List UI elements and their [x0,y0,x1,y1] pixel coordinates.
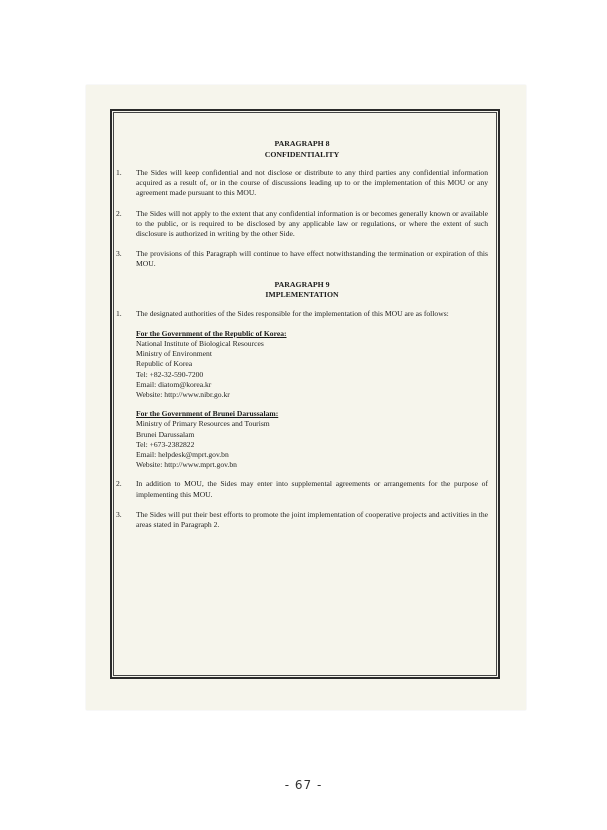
item-text: In addition to MOU, the Sides may enter into supplemental agreements or arrangements for the purpose of implementing this MOU. [136,479,488,499]
document-content [116,139,488,540]
paragraph-8-heading [116,139,488,160]
paragraph-9-item [116,479,488,499]
contact-line: Republic of Korea [136,359,193,369]
paragraph-8-item [116,168,488,199]
paragraph-9-item [116,510,488,530]
paragraph-8-item [116,249,488,269]
contact-line: Website: http://www.mprt.gov.bn [136,460,237,470]
paragraph-8-item [116,209,488,240]
paragraph-8-title: PARAGRAPH 8 [274,139,330,148]
contact-line: Brunei Darussalam [136,429,195,439]
paragraph-9-title: PARAGRAPH 9 [274,279,330,289]
paragraph-9-subtitle: IMPLEMENTATION [265,290,339,300]
brunei-contact-title: For the Government of Brunei Darussalam: [136,409,279,419]
item-text: The provisions of this Paragraph will continue to have effect notwithstanding the termination or expiration of this MOU. [136,249,488,269]
item-text: The Sides will keep confidential and not disclose or distribute to any third parties any confidential information acquired as a result of, or in the course of discussions leading up to or the implementation of this MOU or any agreement made pursuant to this MOU. [136,168,488,198]
contact-line: Ministry of Primary Resources and Tourism [136,419,270,429]
item-number: 2. [116,208,122,218]
paragraph-8-subtitle: CONFIDENTIALITY [264,149,340,159]
contact-line: Ministry of Environment [136,349,212,359]
korea-contact-title: For the Government of the Republic of Korea: [136,328,287,338]
document-sheet [86,85,526,710]
page-number: - 67 - [284,778,323,792]
item-text: The Sides will not apply to the extent that any confidential information is or becomes generally known or available to the public, or is required to be disclosed by any applicable law or regulations, or where the extent of such disclosure is authorized in writing by the other Side. [136,208,488,239]
item-number: 2. [116,479,122,489]
contact-line: National Institute of Biological Resources [136,339,264,349]
item-number: 1. [116,308,122,318]
brunei-contact-block [136,409,488,470]
contact-line: Email: diatom@korea.kr [136,379,212,389]
item-number: 1. [116,168,122,177]
paragraph-9-heading [116,280,488,301]
item-number: 3. [116,249,122,259]
item-number: 3. [116,509,122,519]
contact-line: Tel: +82-32-590-7200 [136,369,204,379]
paragraph-9-item [116,309,488,319]
contact-line: Email: helpdesk@mprt.gov.bn [136,450,229,460]
korea-contact-block [136,329,488,400]
contact-line: Website: http://www.nibr.go.kr [136,390,230,400]
item-text: The designated authorities of the Sides responsible for the implementation of this MOU are as follows: [136,308,449,318]
item-text: The Sides will put their best efforts to promote the joint implementation of cooperative projects and activities in the areas stated in Paragraph 2. [136,509,488,530]
contact-line: Tel: +673-2382822 [136,439,195,449]
